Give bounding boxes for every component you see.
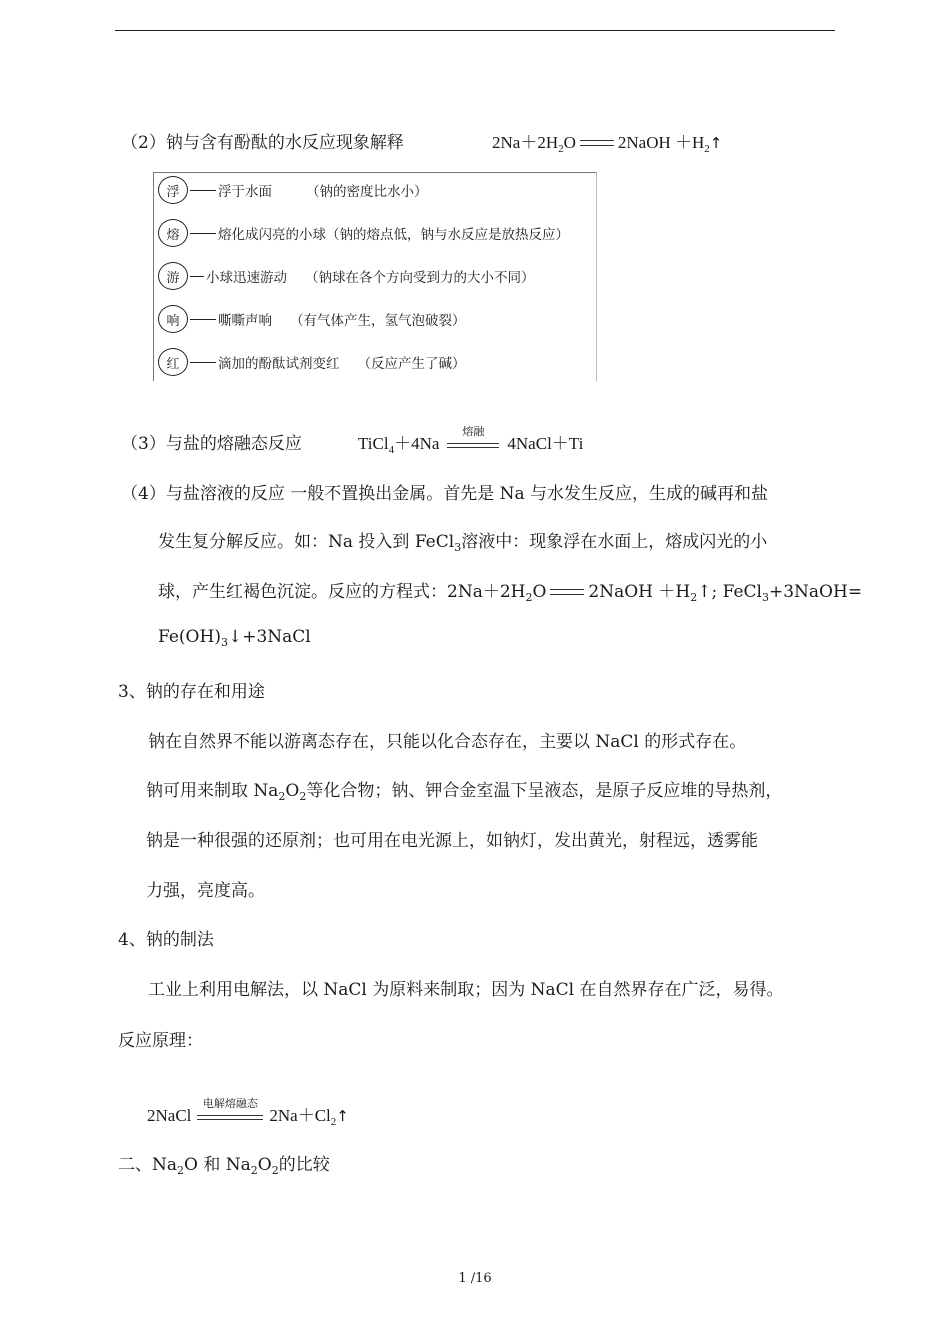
- equals-sign: [580, 140, 614, 148]
- section-3-title: 3、钠的存在和用途: [118, 682, 265, 702]
- circle-char: 熔: [158, 219, 188, 247]
- section-3-line-2: 钠可用来制取 $Na_2O_2$等化合物；钠、钾合金室温下呈液态，是原子反应堆的导热剂，: [146, 781, 783, 803]
- figure-row-swim: 游 小球迅速游动 （钠球在各个方向受到力的大小不同）: [158, 259, 535, 293]
- para-4-line-2: 发生复分解反应。如：Na 投入到 FeCl$_3$溶液中：现象浮在水面上，熔成闪光的小: [158, 532, 768, 554]
- equation-2: TiCl$_4$＋4Na 熔融 4NaCl＋Ti: [358, 425, 584, 456]
- figure-row-red: 红 滴加的酚酞试剂变红 （反应产生了碱）: [158, 345, 466, 379]
- section-4-title: 4、钠的制法: [118, 930, 214, 950]
- figure-row-melt: 熔 熔化成闪亮的小球（钠的熔点低，钠与水反应是放热反应）: [158, 216, 569, 250]
- page-number: 1 /16: [458, 1271, 492, 1286]
- section-4-line-1: 工业上利用电解法，以 NaCl 为原料来制取；因为 NaCl 在自然界存在广泛，易得。: [148, 980, 784, 1000]
- equation-1: $2Na+2H_2O$ 2NaOH $+H_2↑$: [492, 133, 723, 155]
- up-arrow-icon: ↑: [336, 1107, 349, 1125]
- para-4-line-3: 球，产生红褐色沉淀。反应的方程式：$2Na+2H_2O$ 2NaOH $+H_2↑$; FeCl$_3$+3NaOH=: [158, 582, 863, 604]
- figure-row-float: 浮 浮于水面 （钠的密度比水小）: [158, 173, 428, 207]
- circle-char: 红: [158, 348, 188, 376]
- section-3-line-3: 钠是一种很强的还原剂；也可用在电光源上，如钠灯，发出黄光，射程远，透雾能: [146, 831, 758, 851]
- circle-char: 浮: [158, 176, 188, 204]
- para-4-line-4: $Fe(OH)_3↓+3NaCl$: [158, 627, 311, 649]
- circle-char: 响: [158, 305, 188, 333]
- heading-2: （2）钠与含有酚酞的水反应现象解释: [121, 133, 404, 153]
- section-4-line-2: 反应原理：: [118, 1031, 203, 1051]
- up-arrow-icon: ↑: [709, 134, 723, 152]
- figure-row-sound: 响 嘶嘶声响 （有气体产生，氢气泡破裂）: [158, 302, 466, 336]
- header-rule: [115, 30, 835, 31]
- phenomena-figure: [153, 172, 597, 381]
- section-3-line-4: 力强，亮度高。: [146, 881, 265, 901]
- section-3-line-1: 钠在自然界不能以游离态存在，只能以化合态存在，主要以 NaCl 的形式存在。: [148, 732, 747, 752]
- section-2-title: 二、$Na_2O$ 和 $Na_2O_2$的比较: [118, 1155, 330, 1177]
- circle-char: 游: [158, 262, 188, 290]
- heading-3: （3）与盐的熔融态反应: [121, 434, 302, 454]
- para-4-line-1: （4）与盐溶液的反应 一般不置换出金属。首先是 Na 与水发生反应，生成的碱再和盐: [121, 484, 769, 504]
- equation-3: 2NaCl 电解熔融态 $2Na+Cl_2↑$: [147, 1097, 349, 1128]
- equals-sign: [550, 589, 584, 597]
